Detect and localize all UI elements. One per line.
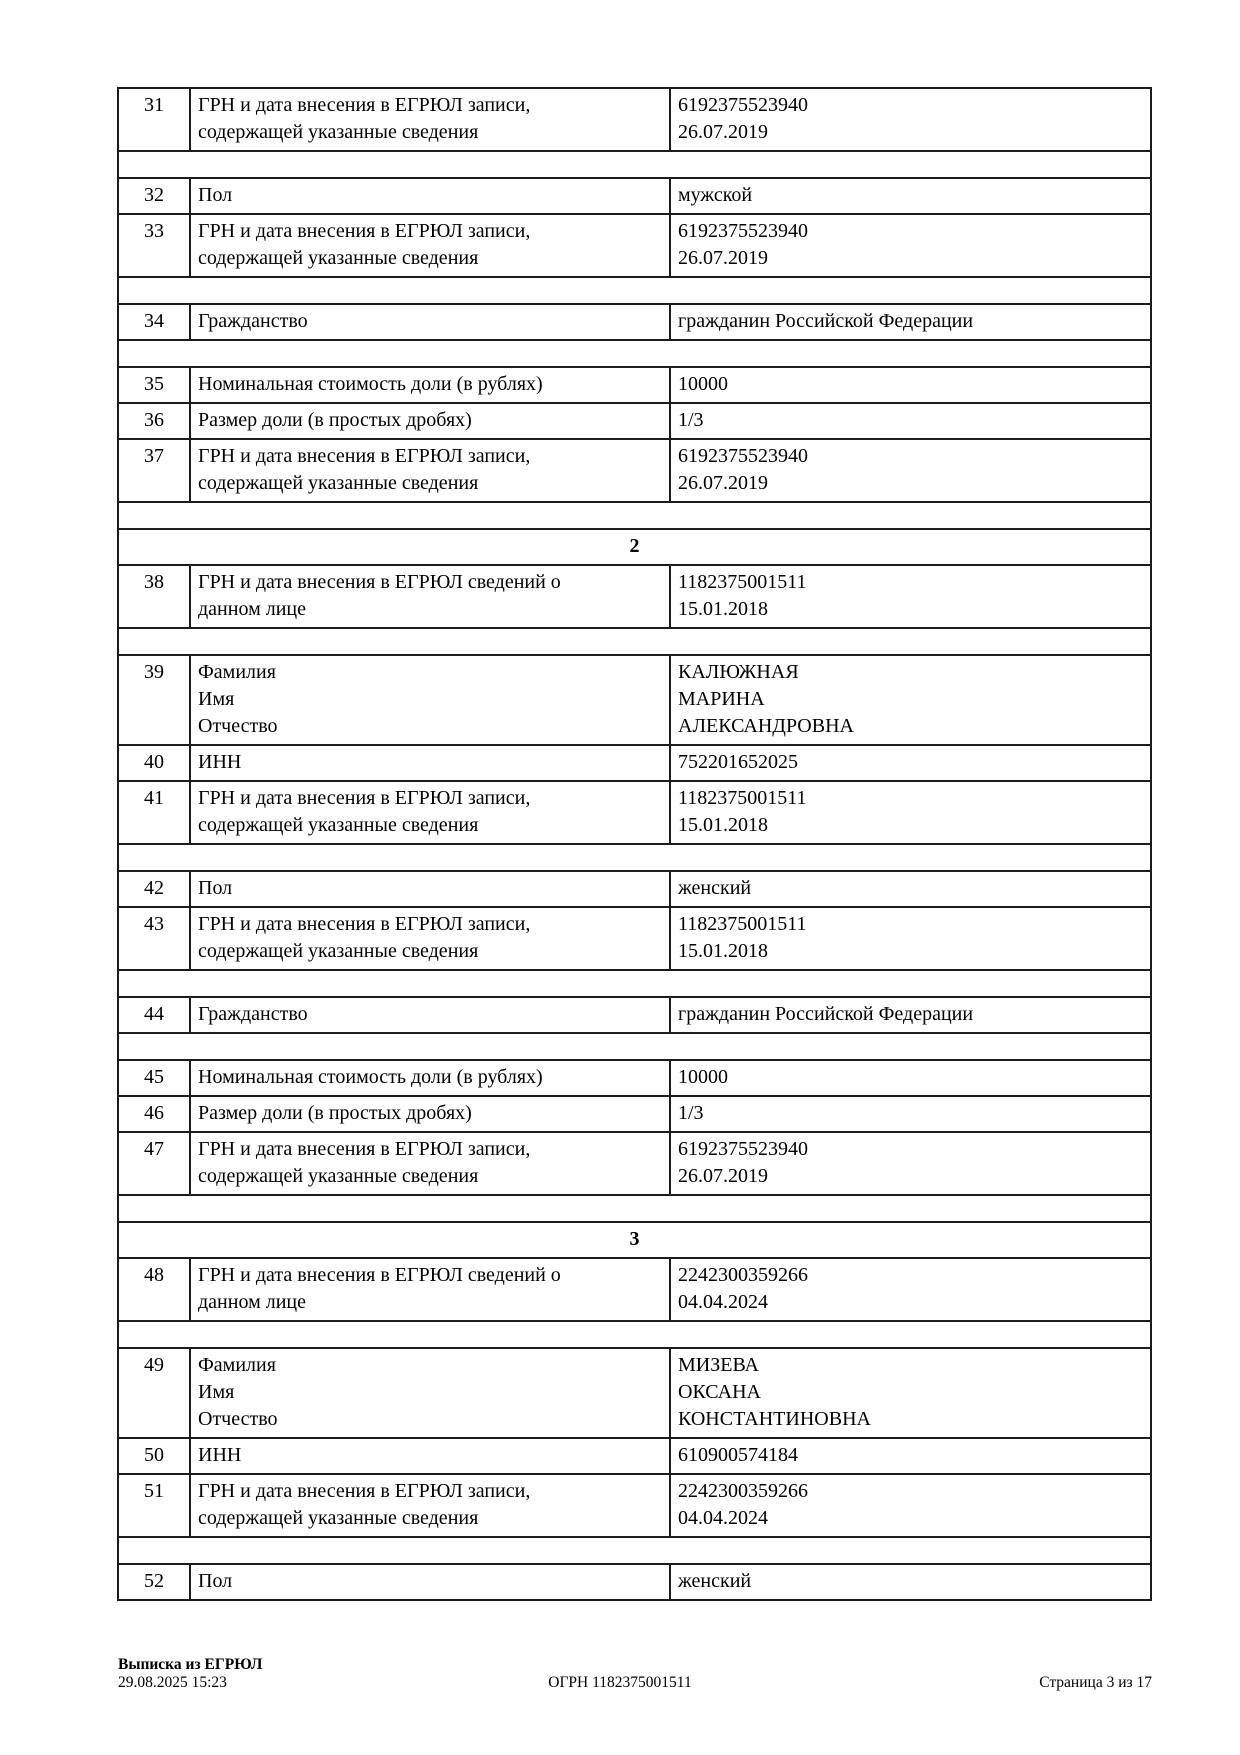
- spacer-row: [118, 502, 1151, 529]
- field-value-line: 26.07.2019: [678, 472, 768, 494]
- footer-datetime: 29.08.2025 15:23: [118, 1674, 227, 1691]
- field-label-line: содержащей указанные сведения: [198, 1507, 479, 1529]
- field-label-line: Имя: [198, 1381, 235, 1403]
- row-number: 52: [118, 1564, 190, 1600]
- spacer-row: [118, 151, 1151, 178]
- row-number: 41: [118, 781, 190, 844]
- field-value-cell: [670, 1348, 1151, 1438]
- spacer-cell: [118, 970, 1151, 997]
- table-row: [118, 1258, 1151, 1321]
- row-number: 47: [118, 1132, 190, 1195]
- table-row: [118, 1132, 1151, 1195]
- field-value-line: 04.04.2024: [678, 1291, 768, 1313]
- table-row: [118, 1060, 1151, 1096]
- field-label-line: Пол: [198, 877, 233, 899]
- field-value-cell: [670, 871, 1151, 907]
- table-row: [118, 997, 1151, 1033]
- field-label-line: ГРН и дата внесения в ЕГРЮЛ сведений о: [198, 571, 561, 593]
- field-label-line: содержащей указанные сведения: [198, 814, 479, 836]
- field-value-cell: [670, 745, 1151, 781]
- field-value-line: 04.04.2024: [678, 1507, 768, 1529]
- table-row: [118, 178, 1151, 214]
- field-value-line: 1182375001511: [678, 913, 807, 935]
- field-label-line: содержащей указанные сведения: [198, 472, 479, 494]
- spacer-row: [118, 628, 1151, 655]
- field-label-line: Имя: [198, 688, 235, 710]
- field-label-cell: [190, 745, 670, 781]
- field-value-cell: [670, 565, 1151, 628]
- field-value-cell: [670, 439, 1151, 502]
- field-label-line: содержащей указанные сведения: [198, 940, 479, 962]
- table-row: [118, 304, 1151, 340]
- spacer-cell: [118, 628, 1151, 655]
- table-row: [118, 781, 1151, 844]
- field-label-cell: [190, 1258, 670, 1321]
- spacer-cell: [118, 1537, 1151, 1564]
- row-number: 40: [118, 745, 190, 781]
- row-number: 32: [118, 178, 190, 214]
- field-label-line: ГРН и дата внесения в ЕГРЮЛ сведений о: [198, 1264, 561, 1286]
- field-value-cell: [670, 214, 1151, 277]
- field-label-cell: [190, 367, 670, 403]
- field-label-cell: [190, 565, 670, 628]
- field-value-line: 2242300359266: [678, 1480, 808, 1502]
- field-value-cell: [670, 997, 1151, 1033]
- field-label-line: ГРН и дата внесения в ЕГРЮЛ записи,: [198, 445, 531, 467]
- row-number: 43: [118, 907, 190, 970]
- field-label-cell: [190, 1474, 670, 1537]
- spacer-cell: [118, 1033, 1151, 1060]
- field-label-line: ГРН и дата внесения в ЕГРЮЛ записи,: [198, 220, 531, 242]
- spacer-cell: [118, 340, 1151, 367]
- field-value-cell: [670, 1474, 1151, 1537]
- field-label-cell: [190, 304, 670, 340]
- field-label-line: содержащей указанные сведения: [198, 121, 479, 143]
- field-value-line: 2242300359266: [678, 1264, 808, 1286]
- field-value-line: 752201652025: [678, 751, 798, 773]
- table-row: [118, 439, 1151, 502]
- field-label-line: ГРН и дата внесения в ЕГРЮЛ записи,: [198, 1480, 531, 1502]
- spacer-cell: [118, 277, 1151, 304]
- row-number: 31: [118, 88, 190, 151]
- field-value-line: 1/3: [678, 409, 704, 431]
- table-row: [118, 655, 1151, 745]
- field-value-line: 10000: [678, 373, 728, 395]
- field-label-cell: [190, 88, 670, 151]
- field-value-line: КОНСТАНТИНОВНА: [678, 1408, 871, 1430]
- row-number: 35: [118, 367, 190, 403]
- field-value-line: 10000: [678, 1066, 728, 1088]
- field-value-line: 15.01.2018: [678, 940, 768, 962]
- spacer-row: [118, 1033, 1151, 1060]
- field-label-cell: [190, 214, 670, 277]
- row-number: 33: [118, 214, 190, 277]
- field-label-line: Гражданство: [198, 1003, 308, 1025]
- row-number: 51: [118, 1474, 190, 1537]
- field-label-line: Пол: [198, 184, 233, 206]
- field-label-line: Отчество: [198, 1408, 278, 1430]
- table-row: [118, 1564, 1151, 1600]
- footer-page-number: Страница 3 из 17: [1039, 1674, 1152, 1691]
- row-number: 34: [118, 304, 190, 340]
- footer-ogrn: ОГРН 1182375001511: [548, 1674, 692, 1691]
- field-label-line: Фамилия: [198, 661, 276, 683]
- field-label-cell: [190, 403, 670, 439]
- field-label-cell: [190, 1348, 670, 1438]
- field-label-line: ГРН и дата внесения в ЕГРЮЛ записи,: [198, 787, 531, 809]
- spacer-cell: [118, 844, 1151, 871]
- table-row: [118, 745, 1151, 781]
- field-value-line: мужской: [678, 184, 753, 206]
- spacer-row: [118, 277, 1151, 304]
- field-value-line: МАРИНА: [678, 688, 765, 710]
- field-value-line: МИЗЕВА: [678, 1354, 759, 1376]
- section-header-row: [118, 529, 1151, 565]
- field-label-cell: [190, 1096, 670, 1132]
- spacer-cell: [118, 1195, 1151, 1222]
- row-number: 49: [118, 1348, 190, 1438]
- spacer-row: [118, 1321, 1151, 1348]
- field-value-cell: [670, 655, 1151, 745]
- field-label-line: данном лице: [198, 598, 306, 620]
- table-row: [118, 565, 1151, 628]
- row-number: 37: [118, 439, 190, 502]
- field-value-line: 6192375523940: [678, 445, 808, 467]
- spacer-row: [118, 844, 1151, 871]
- egrul-table: [117, 87, 1152, 1601]
- field-value-cell: [670, 907, 1151, 970]
- field-label-cell: [190, 439, 670, 502]
- field-label-cell: [190, 178, 670, 214]
- field-label-line: содержащей указанные сведения: [198, 247, 479, 269]
- field-value-cell: [670, 1096, 1151, 1132]
- field-value-line: 15.01.2018: [678, 814, 768, 836]
- row-number: 48: [118, 1258, 190, 1321]
- field-value-line: женский: [678, 1570, 752, 1592]
- field-value-line: 6192375523940: [678, 94, 808, 116]
- row-number: 39: [118, 655, 190, 745]
- field-label-line: Размер доли (в простых дробях): [198, 1102, 472, 1124]
- field-label-cell: [190, 1438, 670, 1474]
- spacer-cell: [118, 1321, 1151, 1348]
- field-value-line: 26.07.2019: [678, 247, 768, 269]
- field-label-line: ИНН: [198, 751, 242, 773]
- table-row: [118, 907, 1151, 970]
- field-value-cell: [670, 1564, 1151, 1600]
- field-value-line: женский: [678, 877, 752, 899]
- field-label-line: Номинальная стоимость доли (в рублях): [198, 373, 543, 395]
- footer-doc-title: Выписка из ЕГРЮЛ: [118, 1656, 263, 1673]
- table-row: [118, 214, 1151, 277]
- field-label-line: ГРН и дата внесения в ЕГРЮЛ записи,: [198, 94, 531, 116]
- row-number: 45: [118, 1060, 190, 1096]
- field-label-cell: [190, 655, 670, 745]
- field-value-line: 6192375523940: [678, 1138, 808, 1160]
- field-label-cell: [190, 1132, 670, 1195]
- field-label-cell: [190, 997, 670, 1033]
- field-value-line: 15.01.2018: [678, 598, 768, 620]
- spacer-row: [118, 340, 1151, 367]
- field-value-line: ОКСАНА: [678, 1381, 761, 1403]
- table-row: [118, 1474, 1151, 1537]
- field-label-cell: [190, 907, 670, 970]
- field-label-cell: [190, 1060, 670, 1096]
- field-label-line: Отчество: [198, 715, 278, 737]
- table-row: [118, 1096, 1151, 1132]
- field-value-cell: [670, 1438, 1151, 1474]
- field-label-line: содержащей указанные сведения: [198, 1165, 479, 1187]
- row-number: 36: [118, 403, 190, 439]
- field-value-cell: [670, 1060, 1151, 1096]
- field-label-cell: [190, 871, 670, 907]
- row-number: 50: [118, 1438, 190, 1474]
- field-value-line: КАЛЮЖНАЯ: [678, 661, 799, 683]
- field-value-line: гражданин Российской Федерации: [678, 1003, 974, 1025]
- table-row: [118, 871, 1151, 907]
- spacer-row: [118, 1537, 1151, 1564]
- field-label-line: Фамилия: [198, 1354, 276, 1376]
- field-value-cell: [670, 1258, 1151, 1321]
- field-value-line: 1/3: [678, 1102, 704, 1124]
- field-value-line: АЛЕКСАНДРОВНА: [678, 715, 854, 737]
- table-row: [118, 1438, 1151, 1474]
- field-value-line: 1182375001511: [678, 571, 807, 593]
- row-number: 42: [118, 871, 190, 907]
- row-number: 38: [118, 565, 190, 628]
- field-value-cell: [670, 781, 1151, 844]
- field-label-line: ИНН: [198, 1444, 242, 1466]
- field-label-cell: [190, 1564, 670, 1600]
- spacer-cell: [118, 502, 1151, 529]
- table-row: [118, 367, 1151, 403]
- field-value-line: 6192375523940: [678, 220, 808, 242]
- field-label-line: Номинальная стоимость доли (в рублях): [198, 1066, 543, 1088]
- field-value-cell: [670, 304, 1151, 340]
- field-value-cell: [670, 88, 1151, 151]
- row-number: 46: [118, 1096, 190, 1132]
- spacer-row: [118, 970, 1151, 997]
- field-value-cell: [670, 403, 1151, 439]
- table-row: [118, 88, 1151, 151]
- field-value-line: 26.07.2019: [678, 1165, 768, 1187]
- field-value-line: 610900574184: [678, 1444, 798, 1466]
- spacer-row: [118, 1195, 1151, 1222]
- section-header-number: 3: [118, 1222, 1151, 1258]
- spacer-cell: [118, 151, 1151, 178]
- field-label-line: ГРН и дата внесения в ЕГРЮЛ записи,: [198, 913, 531, 935]
- field-label-cell: [190, 781, 670, 844]
- table-row: [118, 1348, 1151, 1438]
- section-header-row: [118, 1222, 1151, 1258]
- field-value-cell: [670, 367, 1151, 403]
- field-value-line: гражданин Российской Федерации: [678, 310, 974, 332]
- field-label-line: Размер доли (в простых дробях): [198, 409, 472, 431]
- field-label-line: данном лице: [198, 1291, 306, 1313]
- field-value-cell: [670, 1132, 1151, 1195]
- field-value-cell: [670, 178, 1151, 214]
- field-value-line: 1182375001511: [678, 787, 807, 809]
- table-row: [118, 403, 1151, 439]
- field-label-line: Гражданство: [198, 310, 308, 332]
- field-value-line: 26.07.2019: [678, 121, 768, 143]
- field-label-line: Пол: [198, 1570, 233, 1592]
- section-header-number: 2: [118, 529, 1151, 565]
- row-number: 44: [118, 997, 190, 1033]
- field-label-line: ГРН и дата внесения в ЕГРЮЛ записи,: [198, 1138, 531, 1160]
